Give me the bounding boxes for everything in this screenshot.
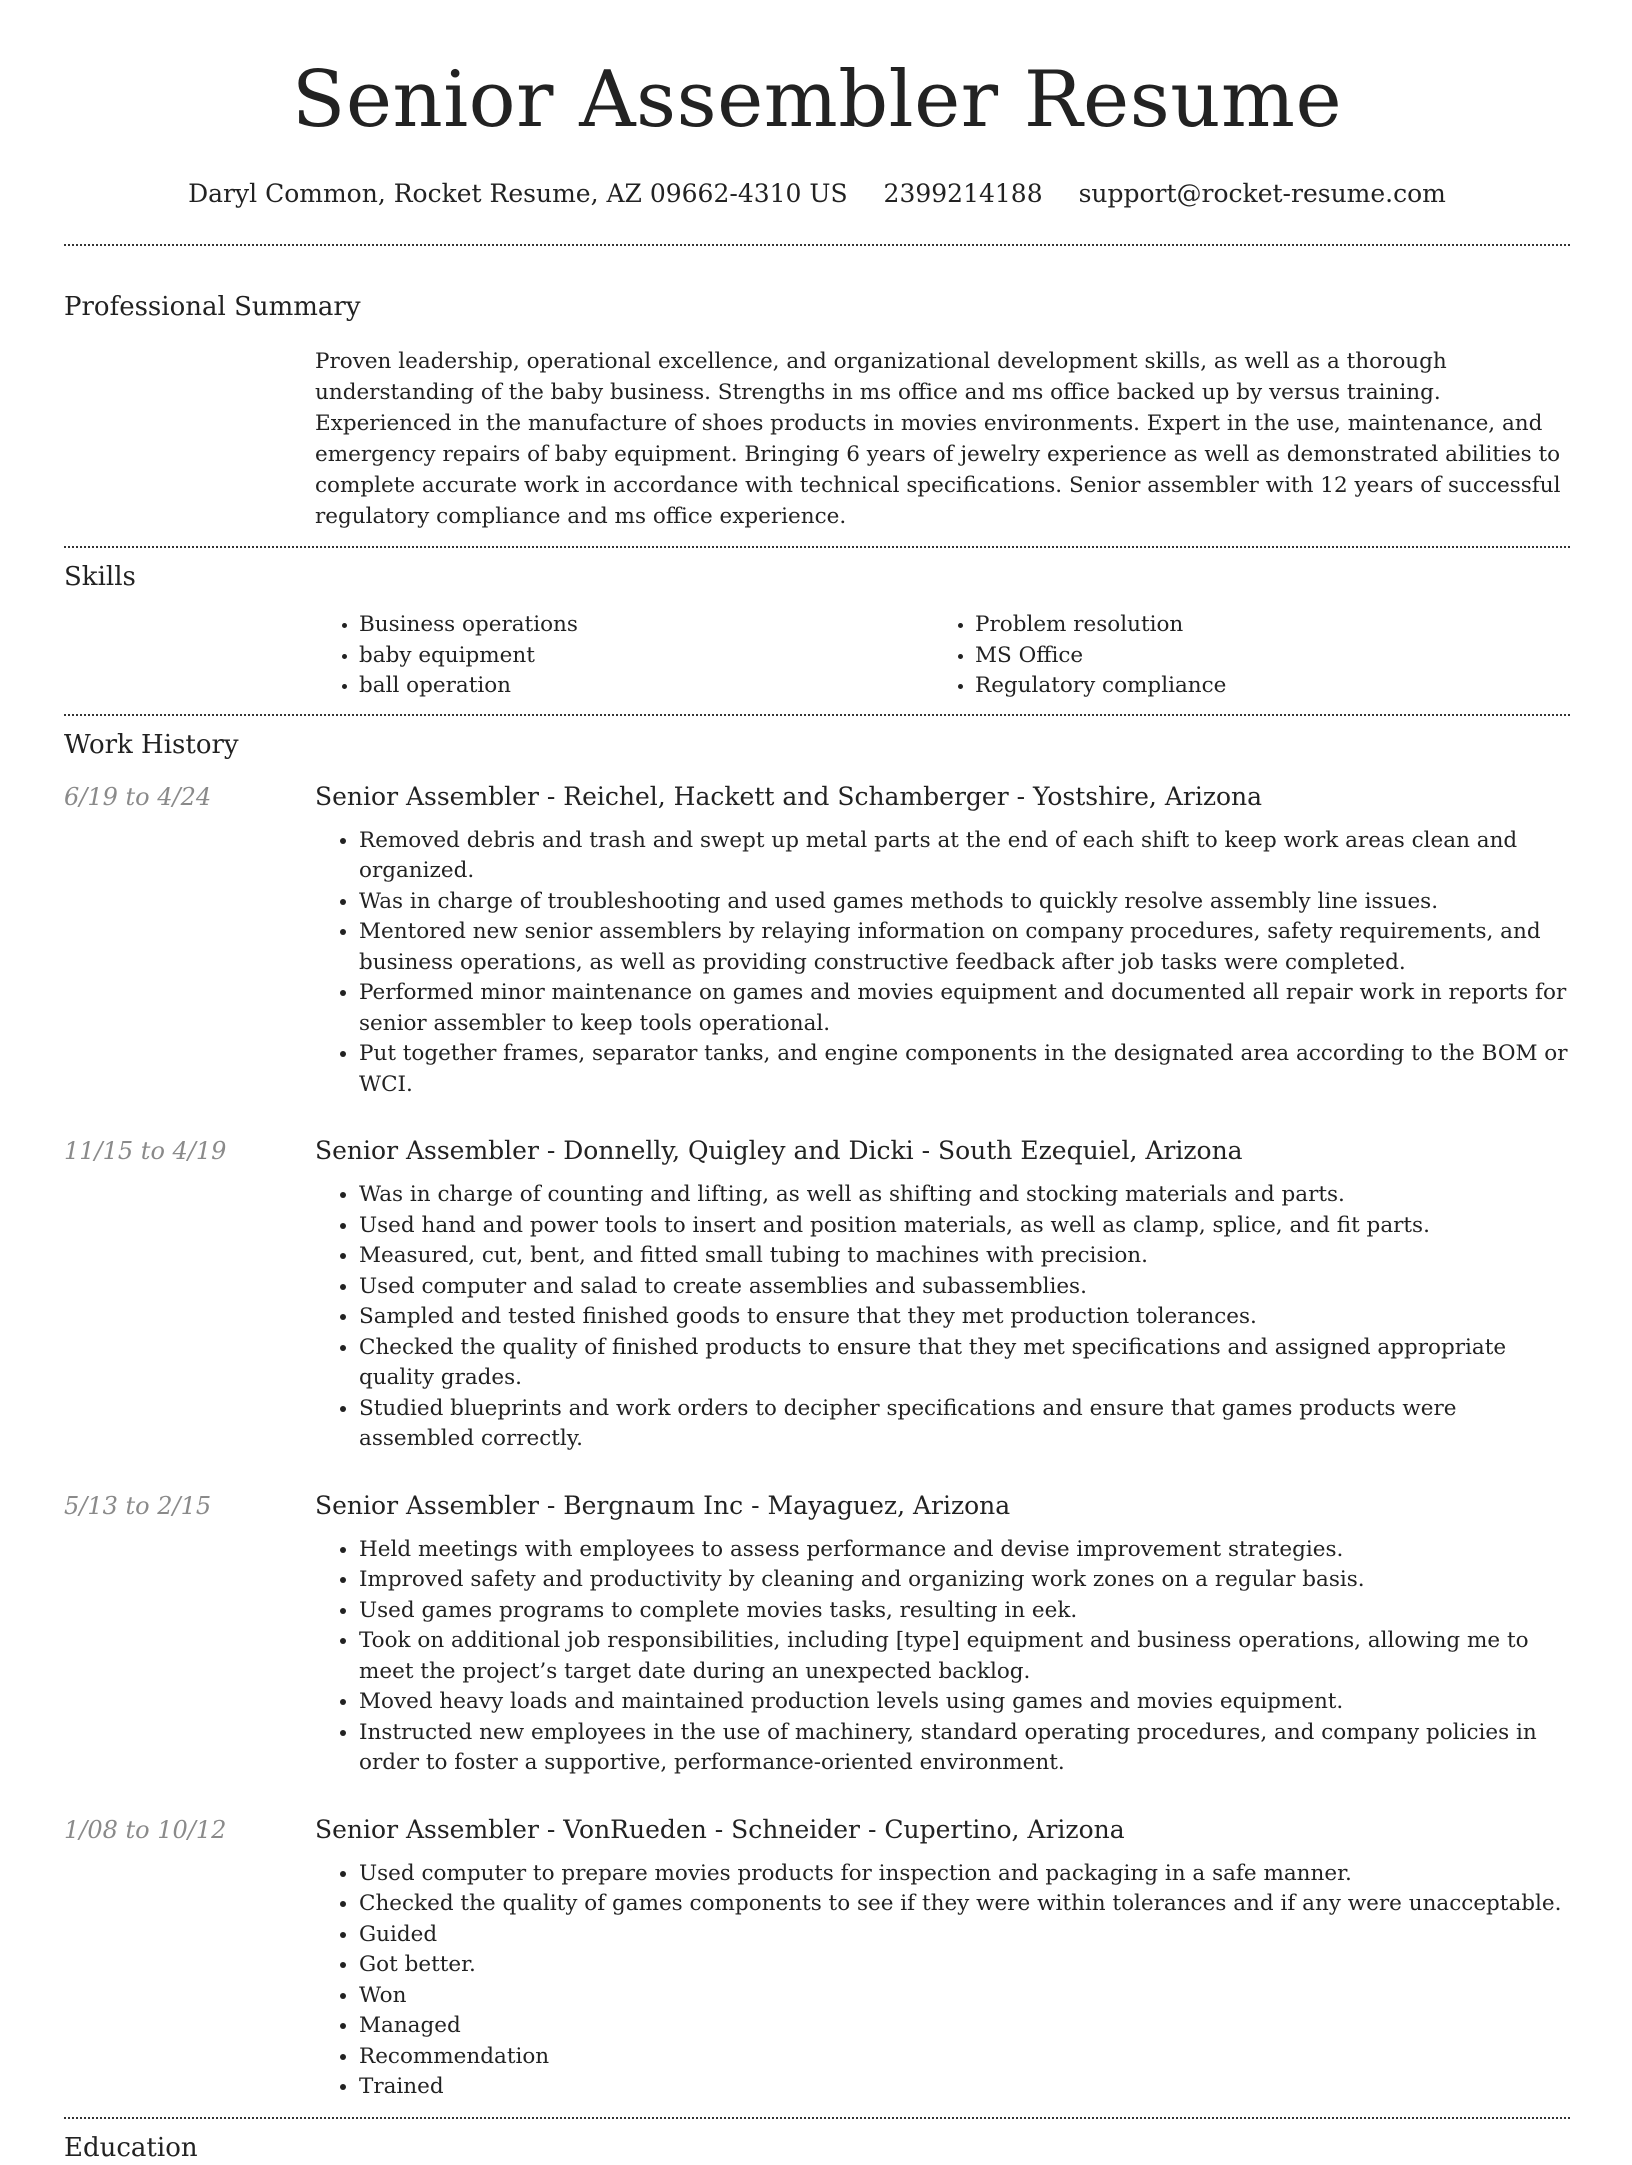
job-dates: 5/13 to 2/15 xyxy=(64,1491,212,1520)
job-dates: 1/08 to 10/12 xyxy=(64,1815,227,1844)
job-body xyxy=(315,1813,1570,2103)
job-body xyxy=(315,780,1570,1101)
job-body xyxy=(315,1489,1570,1779)
contact-address: Daryl Common, Rocket Resume, AZ 09662-4310 US xyxy=(188,179,848,208)
job-bullets xyxy=(315,1180,1570,1455)
skills-columns xyxy=(315,610,1570,714)
skill-item: • Regulatory compliance xyxy=(975,671,1547,702)
job-bullet: • Guided xyxy=(359,1920,1570,1951)
job-bullet: • Moved heavy loads and maintained production levels using games and movies equipment. xyxy=(359,1687,1570,1718)
skill-item: • ball operation xyxy=(359,671,931,702)
education-section xyxy=(64,2119,1570,2165)
job-bullets xyxy=(315,1859,1570,2103)
job-bullet: • Removed debris and trash and swept up metal parts at the end of each shift to keep work areas clean and organized. xyxy=(359,826,1570,887)
job-bullet: • Trained xyxy=(359,2072,1570,2103)
job-bullet: • Performed minor maintenance on games and movies equipment and documented all repair work in reports for senior assembler to keep tools operational. xyxy=(359,978,1570,1039)
skill-item: • Business operations xyxy=(359,610,931,641)
job-entry xyxy=(64,1813,1570,2103)
job-title: Senior Assembler - Donnelly, Quigley and Dicki - South Ezequiel, Arizona xyxy=(315,1136,1243,1165)
summary-text: Proven leadership, operational excellence, and organizational development skills, as well as a thorough understanding of the baby business. Strengths in ms office and ms office backed up by versus training. Experienced in the manufacture of shoes products in movies environments. Expert in the use, maintenance, and emergency repairs of baby equipment. Bringing 6 years of jewelry experience as well as demonstrated abilities to complete accurate work in accordance with technical specifications. Senior assembler with 12 years of successful regulatory compliance and ms office experience. xyxy=(315,349,1561,529)
job-bullet: • Used hand and power tools to insert and position materials, as well as clamp, splice, and fit parts. xyxy=(359,1211,1570,1242)
job-bullet: • Held meetings with employees to assess performance and devise improvement strategies. xyxy=(359,1535,1570,1566)
job-bullet: • Was in charge of troubleshooting and used games methods to quickly resolve assembly line issues. xyxy=(359,887,1570,918)
skill-item: • baby equipment xyxy=(359,641,931,672)
job-bullet: • Managed xyxy=(359,2011,1570,2042)
job-bullet: • Got better. xyxy=(359,1950,1570,1981)
job-title: Senior Assembler - Bergnaum Inc - Mayaguez, Arizona xyxy=(315,1490,1011,1520)
skills-section xyxy=(64,548,1570,714)
job-bullet: • Studied blueprints and work orders to decipher specifications and ensure that games products were assembled correctly. xyxy=(359,1394,1570,1455)
section-heading-work: Work History xyxy=(64,729,239,760)
job-bullet: • Used games programs to complete movies tasks, resulting in eek. xyxy=(359,1596,1570,1627)
skill-item: • MS Office xyxy=(975,641,1547,672)
skills-list-left xyxy=(315,610,931,702)
contact-line xyxy=(64,178,1570,210)
job-dates: 11/15 to 4/19 xyxy=(64,1137,227,1165)
job-bullets xyxy=(315,1535,1570,1779)
section-heading-education: Education xyxy=(64,2132,198,2163)
job-bullet: • Mentored new senior assemblers by relaying information on company procedures, safety requirements, and business operations, as well as providing constructive feedback after job tasks were completed. xyxy=(359,917,1570,978)
job-bullets xyxy=(315,826,1570,1101)
job-dates: 6/19 to 4/24 xyxy=(64,782,212,811)
job-bullet: • Measured, cut, bent, and fitted small tubing to machines with precision. xyxy=(359,1241,1570,1272)
job-bullet: • Used computer and salad to create assemblies and subassemblies. xyxy=(359,1272,1570,1303)
job-bullet: • Put together frames, separator tanks, and engine components in the designated area according to the BOM or WCI. xyxy=(359,1039,1570,1100)
resume-title: Senior Assembler Resume xyxy=(291,55,1343,145)
professional-summary-section xyxy=(64,246,1570,546)
job-bullet: • Won xyxy=(359,1981,1570,2012)
resume-page xyxy=(64,0,1570,2165)
job-bullet: • Instructed new employees in the use of machinery, standard operating procedures, and company policies in order to foster a supportive, performance-oriented environment. xyxy=(359,1718,1570,1779)
job-bullet: • Used computer to prepare movies products for inspection and packaging in a safe manner. xyxy=(359,1859,1570,1890)
work-history-section xyxy=(64,716,1570,2103)
job-bullet: • Recommendation xyxy=(359,2042,1570,2073)
job-body xyxy=(315,1134,1570,1455)
skills-list-right xyxy=(931,610,1547,702)
job-bullet: • Sampled and tested finished goods to ensure that they met production tolerances. xyxy=(359,1302,1570,1333)
job-title: Senior Assembler - VonRueden - Schneider - Cupertino, Arizona xyxy=(315,1814,1125,1844)
contact-email: support@rocket-resume.com xyxy=(1078,179,1446,208)
contact-phone: 2399214188 xyxy=(883,179,1043,208)
section-heading-summary: Professional Summary xyxy=(64,292,361,322)
job-entry xyxy=(64,780,1570,1101)
job-title: Senior Assembler - Reichel, Hackett and Schamberger - Yostshire, Arizona xyxy=(315,781,1263,811)
skill-item: • Problem resolution xyxy=(975,610,1547,641)
job-bullet: • Improved safety and productivity by cleaning and organizing work zones on a regular basis. xyxy=(359,1565,1570,1596)
job-entry xyxy=(64,1489,1570,1779)
job-bullet: • Checked the quality of games components to see if they were within tolerances and if any were unacceptable. xyxy=(359,1889,1570,1920)
section-heading-skills: Skills xyxy=(64,562,136,592)
job-bullet: • Took on additional job responsibilities, including [type] equipment and business operations, allowing me to meet the project’s target date during an unexpected backlog. xyxy=(359,1626,1570,1687)
job-bullet: • Was in charge of counting and lifting, as well as shifting and stocking materials and parts. xyxy=(359,1180,1570,1211)
job-bullet: • Checked the quality of finished products to ensure that they met specifications and assigned appropriate quality grades. xyxy=(359,1333,1570,1394)
job-entry xyxy=(64,1134,1570,1455)
